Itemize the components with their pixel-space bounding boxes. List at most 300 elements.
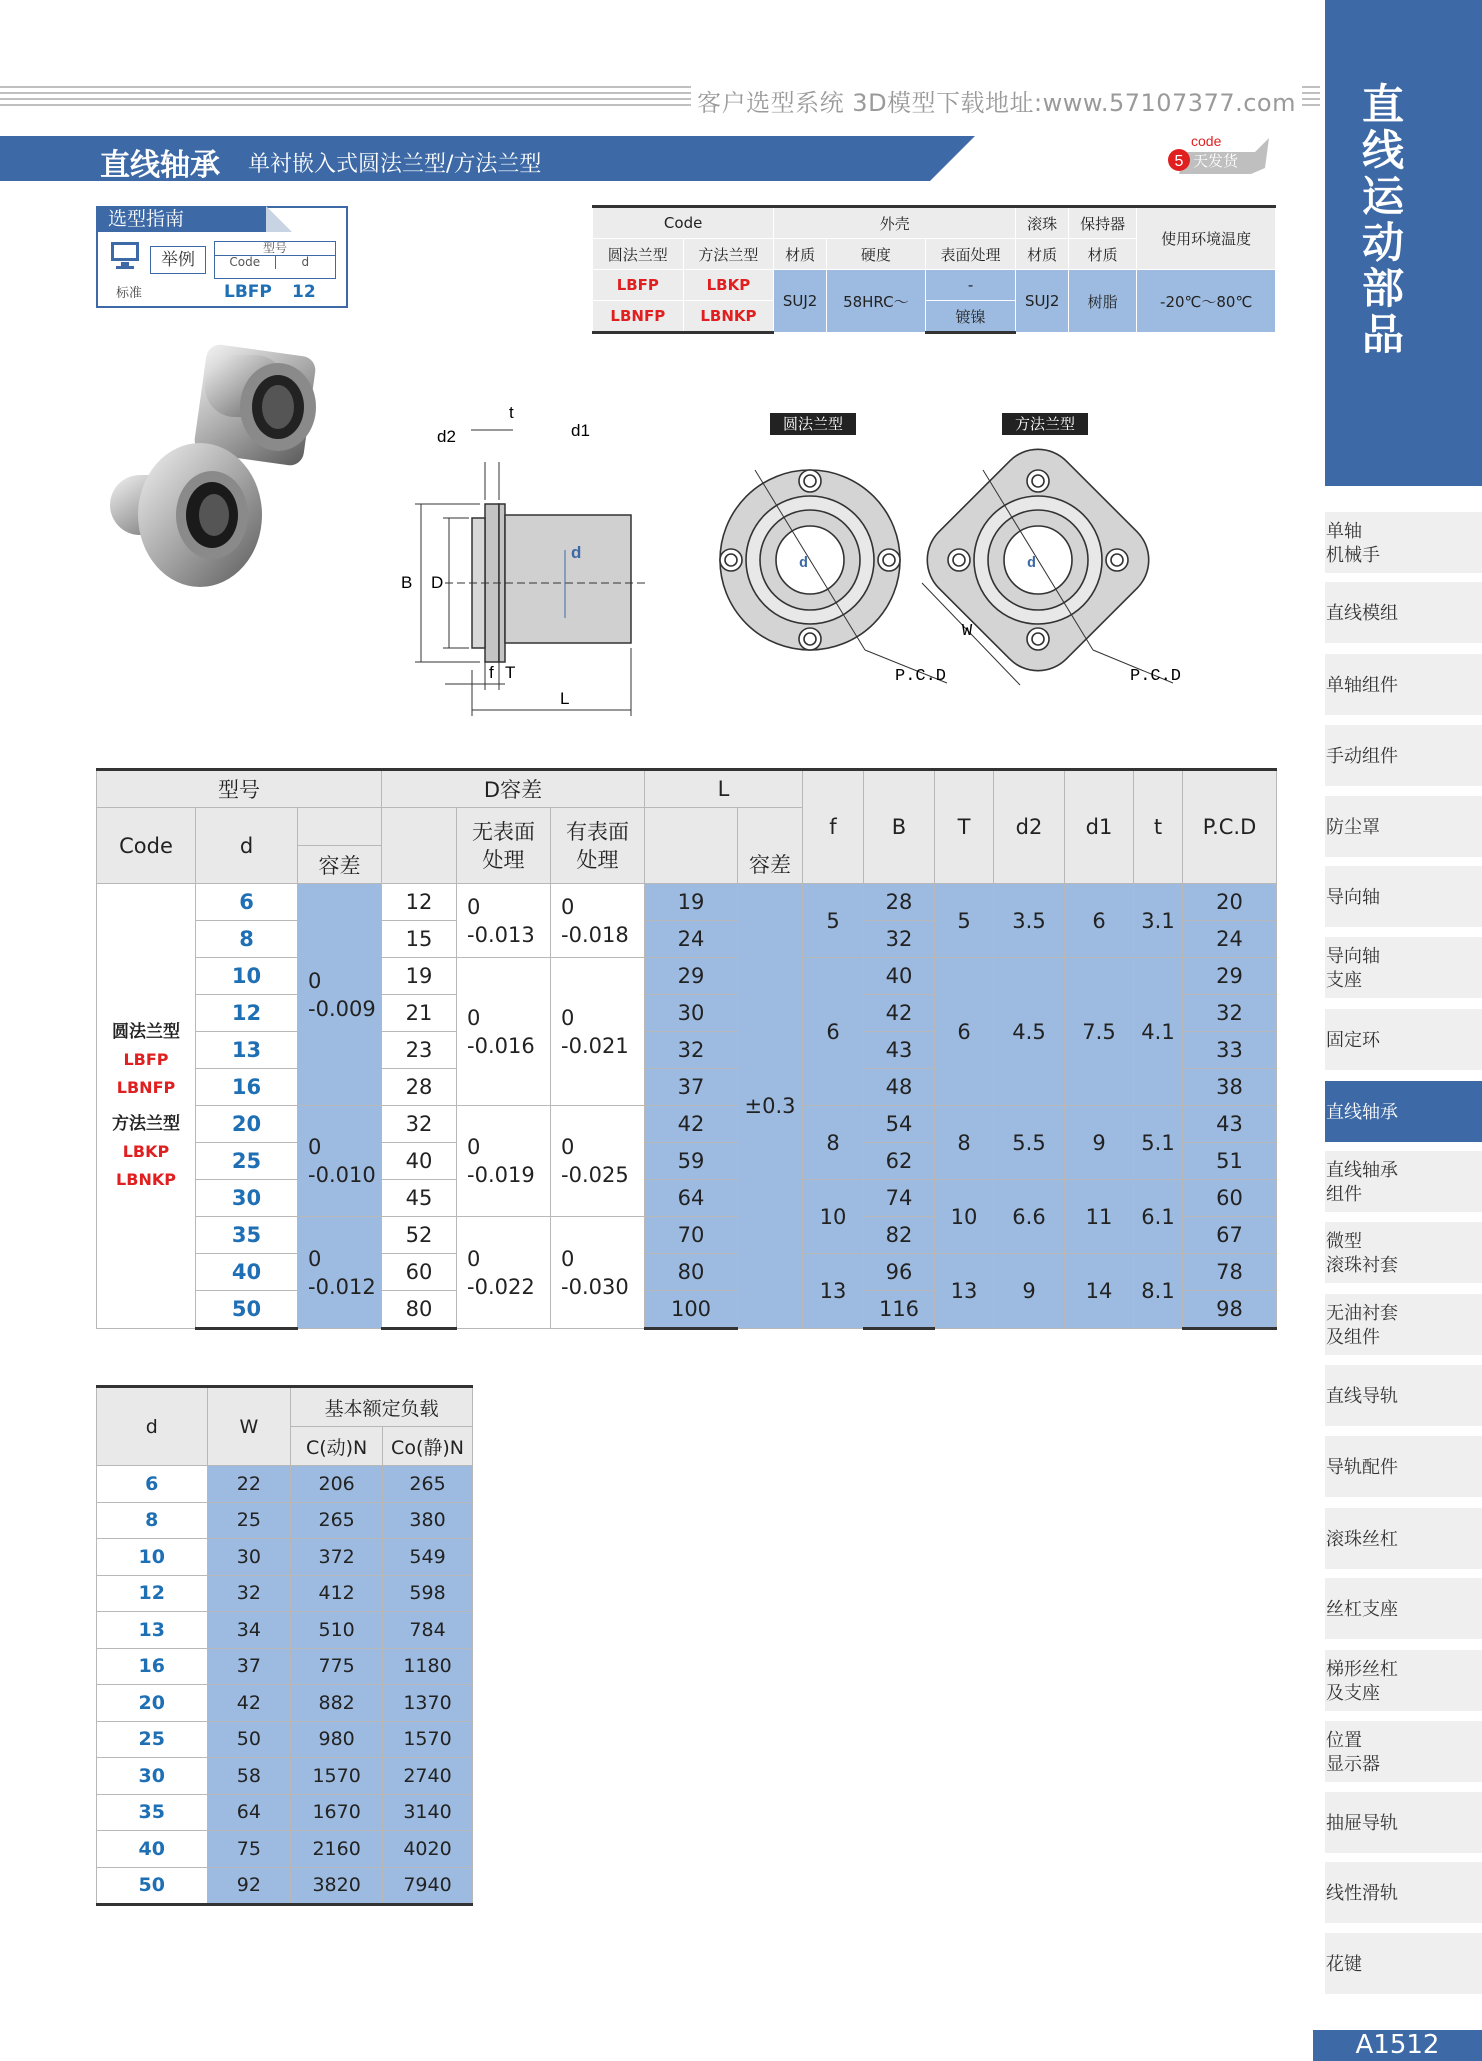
cell-C: 265 [291, 1502, 383, 1539]
th-D-tol: D容差 [382, 770, 645, 808]
cell-B: 96 [864, 1254, 935, 1291]
example-label: 举例 [150, 246, 206, 274]
th-model: 型号 [97, 770, 382, 808]
cell-W: 37 [207, 1648, 291, 1685]
mat-h-temp: 使用环境温度 [1137, 207, 1276, 270]
cell-D-tol-with: 0 -0.030 [551, 1217, 645, 1329]
cell-d: 6 [196, 884, 298, 921]
cell-D-tol-no: 0 -0.013 [457, 884, 551, 958]
category-label: 直线运动部品 [1361, 80, 1404, 359]
cell-B: 40 [864, 958, 935, 995]
cell-d1: 7.5 [1065, 958, 1134, 1106]
label-square: 方法兰型 [1002, 413, 1088, 435]
dim-t: t [509, 403, 514, 422]
table-row [97, 1758, 473, 1795]
cell-d-tol: 0 -0.010 [298, 1106, 382, 1217]
dim-B: B [401, 573, 413, 592]
cell-D: 80 [382, 1291, 457, 1329]
cell-W: 75 [207, 1831, 291, 1868]
dim-D: D [431, 573, 444, 592]
cell-pcd: 43 [1183, 1106, 1277, 1143]
table-row [97, 1685, 473, 1722]
cell-f: 8 [803, 1106, 864, 1180]
cell-C: 980 [291, 1721, 383, 1758]
cell-L: 100 [645, 1291, 738, 1329]
cell-D: 28 [382, 1069, 457, 1106]
sidebar-item-label: 无油衬套 及组件 [1326, 1303, 1398, 1348]
mat-ball-material: SUJ2 [1016, 270, 1069, 333]
th-d2: d2 [994, 770, 1065, 884]
round-d: d [799, 555, 809, 572]
sidebar-item-label: 直线导轨 [1326, 1386, 1398, 1407]
cell-C: 510 [291, 1612, 383, 1649]
th-empty [645, 808, 738, 884]
cell-T: 6 [935, 958, 994, 1106]
mat-h-square: 方法兰型 [683, 239, 774, 270]
cell-B: 116 [864, 1291, 935, 1329]
sidebar-item[interactable] [1325, 1081, 1482, 1147]
dim-L: L [560, 689, 570, 708]
th-L-tol: 容差 [738, 846, 803, 884]
cell-pcd: 67 [1183, 1217, 1277, 1254]
mat-h-shell: 外壳 [774, 207, 1016, 239]
model-label: 型号 [262, 241, 287, 255]
th-C: C(动)N [291, 1427, 383, 1466]
cell-d2: 5.5 [994, 1106, 1065, 1180]
table-row [97, 884, 1277, 921]
cell-d: 12 [97, 1575, 208, 1612]
mat-code: LBKP [683, 270, 774, 301]
table-row [97, 1466, 473, 1503]
table-row [97, 1867, 473, 1905]
cell-L: 30 [645, 995, 738, 1032]
round-pcd: P.C.D [895, 667, 947, 686]
cell-B: 82 [864, 1217, 935, 1254]
badge-text: 天发货 [1193, 152, 1239, 170]
cell-T: 8 [935, 1106, 994, 1180]
cell-W: 50 [207, 1721, 291, 1758]
cell-d: 16 [97, 1648, 208, 1685]
sidebar-item-label: 微型 滚珠衬套 [1326, 1231, 1398, 1276]
cell-C: 206 [291, 1466, 383, 1503]
th-empty [738, 808, 803, 846]
cell-pcd: 38 [1183, 1069, 1277, 1106]
cell-t: 4.1 [1134, 958, 1183, 1106]
sidebar-item-label: 直线轴承 组件 [1326, 1160, 1398, 1205]
cell-W: 34 [207, 1612, 291, 1649]
sidebar-item[interactable] [1325, 796, 1482, 862]
sidebar-item-label: 梯形丝杠 及支座 [1326, 1659, 1398, 1704]
product-photo [100, 335, 340, 605]
sidebar-item[interactable] [1325, 1365, 1482, 1431]
cell-d-tol: 0 -0.012 [298, 1217, 382, 1329]
mat-h-code: Code [593, 207, 774, 239]
cell-W: 22 [207, 1466, 291, 1503]
mat-h-retainer: 保持器 [1069, 207, 1137, 239]
side-view-drawing [385, 400, 655, 720]
cell-d2: 9 [994, 1254, 1065, 1329]
sidebar-item[interactable] [1325, 582, 1482, 648]
cell-D-tol-no: 0 -0.016 [457, 958, 551, 1106]
standard-label: 标准 [116, 286, 143, 301]
cell-L: 80 [645, 1254, 738, 1291]
cell-d: 20 [196, 1106, 298, 1143]
cell-B: 28 [864, 884, 935, 921]
cell-d: 8 [196, 921, 298, 958]
mat-h-ball: 滚珠 [1016, 207, 1069, 239]
cell-d: 30 [196, 1180, 298, 1217]
cell-W: 25 [207, 1502, 291, 1539]
cell-D: 60 [382, 1254, 457, 1291]
cell-t: 6.1 [1134, 1180, 1183, 1254]
mat-h-hardness: 硬度 [826, 239, 925, 270]
cell-pcd: 33 [1183, 1032, 1277, 1069]
sidebar-item[interactable] [1325, 1792, 1482, 1858]
cell-d: 30 [97, 1758, 208, 1795]
sidebar-item[interactable] [1325, 654, 1482, 720]
cell-f: 6 [803, 958, 864, 1106]
dimension-table [96, 768, 1277, 1330]
cell-d: 13 [196, 1032, 298, 1069]
cell-D: 21 [382, 995, 457, 1032]
th-pcd: P.C.D [1183, 770, 1277, 884]
sidebar-item-label: 花键 [1326, 1954, 1362, 1975]
mat-h-material: 材质 [774, 239, 827, 270]
cell-D: 12 [382, 884, 457, 921]
th-W: W [207, 1387, 291, 1466]
sidebar-item[interactable] [1325, 512, 1482, 578]
cell-Co: 380 [383, 1502, 473, 1539]
cell-Co: 1370 [383, 1685, 473, 1722]
cell-W: 92 [207, 1867, 291, 1905]
th-no-surface: 无表面 处理 [457, 808, 551, 884]
cell-pcd: 78 [1183, 1254, 1277, 1291]
cell-C: 412 [291, 1575, 383, 1612]
label-round: 圆法兰型 [770, 413, 856, 435]
guide-d-label: d [301, 255, 310, 269]
sidebar-item-label: 导向轴 [1326, 887, 1380, 908]
cell-W: 58 [207, 1758, 291, 1795]
code-value: LBFP [123, 1050, 169, 1069]
cell-d: 10 [97, 1539, 208, 1576]
badge-code: code [1191, 133, 1222, 149]
cell-d: 25 [97, 1721, 208, 1758]
th-B: B [864, 770, 935, 884]
th-f: f [803, 770, 864, 884]
cell-L: 70 [645, 1217, 738, 1254]
cell-L: 19 [645, 884, 738, 921]
mat-shell-material: SUJ2 [774, 270, 827, 333]
cell-f: 10 [803, 1180, 864, 1254]
cell-d: 8 [97, 1502, 208, 1539]
cell-Co: 1180 [383, 1648, 473, 1685]
cell-D: 23 [382, 1032, 457, 1069]
cell-B: 48 [864, 1069, 935, 1106]
table-row [97, 1254, 1277, 1291]
cell-d: 50 [196, 1291, 298, 1329]
cell-D-tol-with: 0 -0.021 [551, 958, 645, 1106]
guide-tab: 选型指南 [96, 206, 266, 232]
cell-D: 45 [382, 1180, 457, 1217]
cell-C: 3820 [291, 1867, 383, 1905]
cell-L: 37 [645, 1069, 738, 1106]
cell-f: 13 [803, 1254, 864, 1329]
cell-Co: 1570 [383, 1721, 473, 1758]
cell-d1: 9 [1065, 1106, 1134, 1180]
cell-D-tol-no: 0 -0.019 [457, 1106, 551, 1217]
cell-d2: 6.6 [994, 1180, 1065, 1254]
th-d1: d1 [1065, 770, 1134, 884]
cell-B: 54 [864, 1106, 935, 1143]
cell-d2: 3.5 [994, 884, 1065, 958]
cell-C: 775 [291, 1648, 383, 1685]
sidebar-item[interactable] [1325, 937, 1482, 1003]
cell-W: 32 [207, 1575, 291, 1612]
cell-D-tol-no: 0 -0.022 [457, 1217, 551, 1329]
square-W: W [962, 622, 973, 641]
cell-d: 25 [196, 1143, 298, 1180]
cell-L: 29 [645, 958, 738, 995]
sidebar-item-label: 导轨配件 [1326, 1457, 1398, 1478]
cell-D: 52 [382, 1217, 457, 1254]
square-pcd: P.C.D [1130, 667, 1182, 686]
mat-code: LBNFP [593, 301, 684, 333]
cell-d1: 6 [1065, 884, 1134, 958]
sidebar-item[interactable] [1325, 1294, 1482, 1360]
cell-d: 50 [97, 1867, 208, 1905]
cell-pcd: 20 [1183, 884, 1277, 921]
sidebar-item-label: 位置 显示器 [1326, 1730, 1380, 1775]
sidebar-item-label: 丝杠支座 [1326, 1599, 1398, 1620]
mat-surface: - [925, 270, 1016, 301]
sidebar-item-label: 固定环 [1326, 1030, 1380, 1051]
th-Co: Co(静)N [383, 1427, 473, 1466]
guide-d-value: 12 [292, 282, 316, 302]
cell-T: 13 [935, 1254, 994, 1329]
cell-W: 64 [207, 1794, 291, 1831]
cell-f: 5 [803, 884, 864, 958]
cell-C: 882 [291, 1685, 383, 1722]
load-rating-table [96, 1385, 473, 1906]
mat-code: LBFP [593, 270, 684, 301]
th-load: 基本额定负载 [291, 1387, 473, 1427]
cell-W: 30 [207, 1539, 291, 1576]
th-t: t [1134, 770, 1183, 884]
cell-L: 64 [645, 1180, 738, 1217]
cell-d: 35 [196, 1217, 298, 1254]
cell-d: 6 [97, 1466, 208, 1503]
table-row [97, 1575, 473, 1612]
mat-retainer-material: 树脂 [1069, 270, 1137, 333]
cell-D: 19 [382, 958, 457, 995]
cell-pcd: 98 [1183, 1291, 1277, 1329]
sidebar-item[interactable] [1325, 1508, 1482, 1574]
cell-C: 372 [291, 1539, 383, 1576]
dim-d: d [571, 543, 582, 562]
cell-W: 42 [207, 1685, 291, 1722]
page-number: A1512 [1313, 2030, 1482, 2061]
cell-d: 12 [196, 995, 298, 1032]
sidebar-item[interactable] [1325, 1151, 1482, 1217]
cell-B: 62 [864, 1143, 935, 1180]
cell-d2: 4.5 [994, 958, 1065, 1106]
cell-B: 43 [864, 1032, 935, 1069]
mat-code: LBNKP [683, 301, 774, 333]
material-table [592, 205, 1276, 334]
cell-d1: 14 [1065, 1254, 1134, 1329]
sidebar-item-label: 直线轴承 [1326, 1102, 1398, 1123]
mat-h-ret-mat: 材质 [1069, 239, 1137, 270]
cell-t: 8.1 [1134, 1254, 1183, 1329]
sidebar-item[interactable] [1325, 725, 1482, 791]
cell-D: 32 [382, 1106, 457, 1143]
cell-C: 2160 [291, 1831, 383, 1868]
cell-Co: 2740 [383, 1758, 473, 1795]
mat-surface: 镀镍 [925, 301, 1016, 333]
th-d-tol: 容差 [298, 846, 382, 884]
cell-C: 1570 [291, 1758, 383, 1795]
cell-d: 13 [97, 1612, 208, 1649]
badge-num: 5 [1174, 153, 1184, 170]
sidebar-item-label: 线性滑轨 [1326, 1883, 1398, 1904]
table-row [97, 1180, 1277, 1217]
sidebar-item[interactable] [1325, 1721, 1482, 1787]
th-d: d [196, 808, 298, 884]
delivery-badge [1165, 128, 1275, 180]
sidebar-item[interactable] [1325, 1650, 1482, 1716]
sidebar-item[interactable] [1325, 1436, 1482, 1502]
sidebar-item-label: 抽屉导轨 [1326, 1813, 1398, 1834]
mat-temperature: -20℃～80℃ [1137, 270, 1276, 333]
cell-D: 15 [382, 921, 457, 958]
sidebar-item-label: 手动组件 [1326, 746, 1398, 767]
table-row [97, 1502, 473, 1539]
cell-pcd: 29 [1183, 958, 1277, 995]
table-row [97, 1794, 473, 1831]
table-row [97, 1539, 473, 1576]
th-T: T [935, 770, 994, 884]
cell-pcd: 32 [1183, 995, 1277, 1032]
cell-Co: 265 [383, 1466, 473, 1503]
cell-D-tol-with: 0 -0.018 [551, 884, 645, 958]
cell-Co: 7940 [383, 1867, 473, 1905]
cell-d-tol: 0 -0.009 [298, 884, 382, 1106]
cell-D: 40 [382, 1143, 457, 1180]
mat-h-surface: 表面处理 [925, 239, 1016, 270]
title-bar [0, 136, 930, 181]
cell-d: 40 [196, 1254, 298, 1291]
cell-d: 40 [97, 1831, 208, 1868]
page-title: 直线轴承 [100, 148, 220, 183]
cell-d: 20 [97, 1685, 208, 1722]
site-strip [0, 80, 1320, 117]
cell-d1: 11 [1065, 1180, 1134, 1254]
cell-D-tol-with: 0 -0.025 [551, 1106, 645, 1217]
dim-T: T [505, 663, 516, 682]
cell-t: 5.1 [1134, 1106, 1183, 1180]
code-value: LBNKP [116, 1170, 176, 1189]
cell-T: 5 [935, 884, 994, 958]
cell-d: 10 [196, 958, 298, 995]
mat-h-ball-mat: 材质 [1016, 239, 1069, 270]
th-L: L [645, 770, 803, 808]
guide-code-value: LBFP [224, 282, 272, 302]
table-row [97, 958, 1277, 995]
cell-B: 42 [864, 995, 935, 1032]
cell-pcd: 24 [1183, 921, 1277, 958]
monitor-icon [108, 240, 148, 272]
cell-L-tol: ±0.3 [738, 884, 803, 1329]
table-row [97, 1648, 473, 1685]
square-d: d [1027, 555, 1037, 572]
cell-Co: 784 [383, 1612, 473, 1649]
cell-d: 16 [196, 1069, 298, 1106]
sidebar-item-label: 单轴 机械手 [1326, 521, 1380, 566]
th-code: Code [97, 808, 196, 884]
guide-code-label: Code [215, 256, 276, 269]
cell-C: 1670 [291, 1794, 383, 1831]
table-row [97, 1831, 473, 1868]
sidebar-item[interactable] [1325, 1009, 1482, 1075]
cell-T: 10 [935, 1180, 994, 1254]
sidebar-item-label: 直线模组 [1326, 603, 1398, 624]
code-value: LBKP [122, 1142, 170, 1161]
sidebar-item-label: 滚珠丝杠 [1326, 1529, 1398, 1550]
table-row [97, 1721, 473, 1758]
sidebar-item-label: 导向轴 支座 [1326, 946, 1380, 991]
category-tab [1325, 0, 1482, 486]
sidebar-item[interactable] [1325, 1578, 1482, 1644]
dim-d1: d1 [571, 421, 590, 440]
th-d: d [97, 1387, 208, 1466]
site-url-text[interactable]: 客户选型系统 3D模型下载地址:www.57107377.com [691, 83, 1302, 118]
th-empty [382, 808, 457, 884]
cell-t: 3.1 [1134, 884, 1183, 958]
mat-hardness: 58HRC～ [826, 270, 925, 333]
cell-Co: 4020 [383, 1831, 473, 1868]
sidebar-item[interactable] [1325, 1222, 1482, 1288]
cell-pcd: 60 [1183, 1180, 1277, 1217]
page-subtitle: 单衬嵌入式圆法兰型/方法兰型 [248, 152, 542, 177]
mat-h-round: 圆法兰型 [593, 239, 684, 270]
th-with-surface: 有表面 处理 [551, 808, 645, 884]
sidebar-item-label: 单轴组件 [1326, 675, 1398, 696]
cell-L: 32 [645, 1032, 738, 1069]
cell-B: 74 [864, 1180, 935, 1217]
code-round-label: 圆法兰型 [112, 1022, 180, 1042]
square-flange-drawing [918, 445, 1208, 700]
sidebar-item-label: 防尘罩 [1326, 817, 1380, 838]
cell-L: 42 [645, 1106, 738, 1143]
cell-Co: 549 [383, 1539, 473, 1576]
cell-L: 24 [645, 921, 738, 958]
sidebar-item[interactable] [1325, 1933, 1482, 1999]
cell-B: 32 [864, 921, 935, 958]
model-box [214, 241, 336, 279]
dim-d2: d2 [437, 427, 456, 446]
code-square-label: 方法兰型 [112, 1114, 180, 1134]
cell-pcd: 51 [1183, 1143, 1277, 1180]
th-empty [298, 808, 382, 846]
cell-d: 35 [97, 1794, 208, 1831]
code-cell [97, 884, 196, 1329]
cell-Co: 3140 [383, 1794, 473, 1831]
dim-f: f [489, 663, 494, 682]
sidebar-item[interactable] [1325, 866, 1482, 932]
sidebar-item[interactable] [1325, 1862, 1482, 1928]
table-row [97, 1106, 1277, 1143]
cell-L: 59 [645, 1143, 738, 1180]
